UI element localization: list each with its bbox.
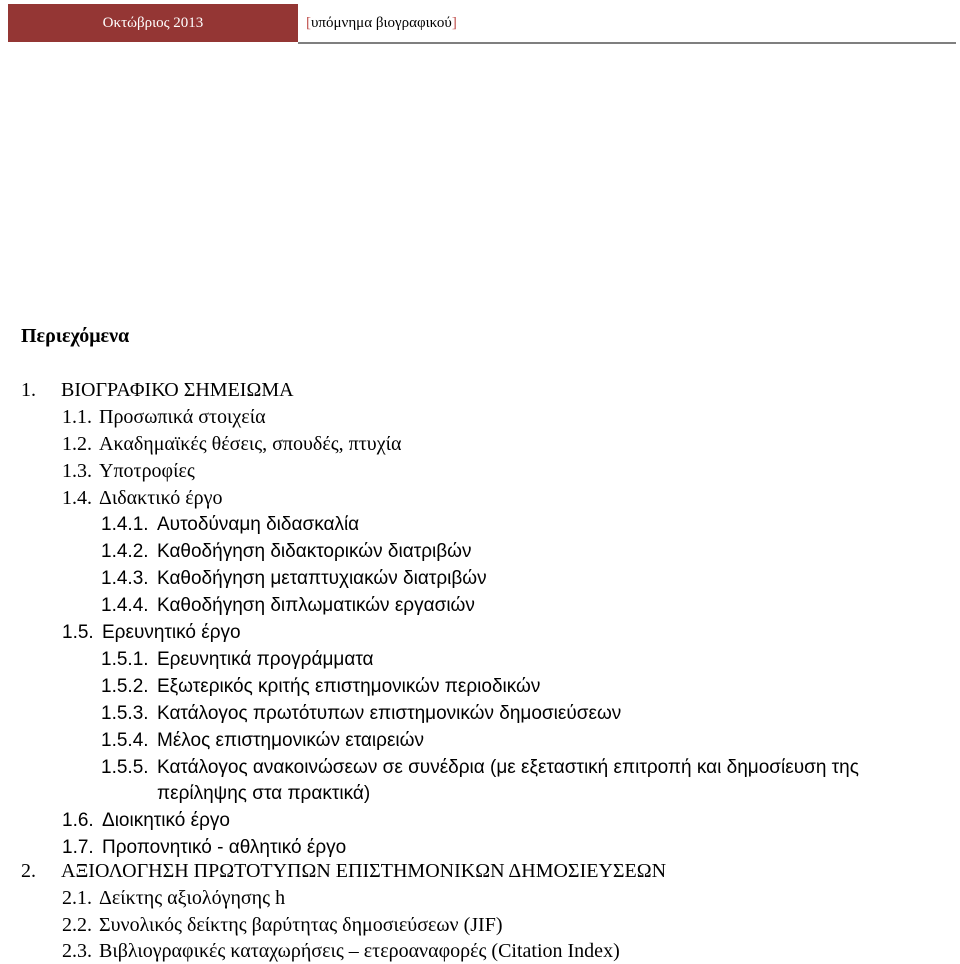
toc-item-text: περίληψης στα πρακτικά) bbox=[157, 783, 371, 804]
header-date: Οκτώβριος 2013 bbox=[8, 4, 298, 42]
header-divider bbox=[298, 42, 956, 44]
toc-item-number: 1.5.4. bbox=[101, 730, 149, 751]
toc-heading: Περιεχόμενα bbox=[21, 325, 130, 347]
toc-item[interactable] bbox=[101, 755, 859, 781]
toc-item-text: Διοικητικό έργο bbox=[102, 810, 230, 831]
toc-item-text: Δείκτης αξιολόγησης h bbox=[99, 887, 286, 909]
toc-item-text: Κατάλογος πρωτότυπων επιστημονικών δημοσιεύσεων bbox=[157, 703, 622, 724]
toc-item-text: ΑΞΙΟΛΟΓΗΣΗ ΠΡΩΤΟΤΥΠΩΝ ΕΠΙΣΤΗΜΟΝΙΚΩΝ ΔΗΜΟΣΙΕΥΣΕΩΝ bbox=[61, 860, 667, 882]
page-header bbox=[0, 0, 960, 46]
toc-item-number: 1.5.5. bbox=[101, 757, 149, 778]
toc-item[interactable] bbox=[101, 647, 374, 673]
toc-item[interactable] bbox=[101, 728, 424, 754]
toc-item-number: 2.3. bbox=[62, 940, 92, 962]
toc-item-number: 1.4.3. bbox=[101, 568, 149, 589]
toc-item[interactable] bbox=[62, 404, 266, 430]
toc-item[interactable] bbox=[21, 858, 666, 884]
toc-item-text: Βιβλιογραφικές καταχωρήσεις – ετεροαναφορές (Citation Index) bbox=[99, 940, 620, 962]
header-bracket-close: ] bbox=[451, 15, 457, 31]
toc-item-text: Ακαδημαϊκές θέσεις, σπουδές, πτυχία bbox=[99, 433, 402, 455]
toc-item-text: Ερευνητικό έργο bbox=[102, 622, 241, 643]
toc-item[interactable] bbox=[62, 620, 241, 646]
toc-item-text: Καθοδήγηση διπλωματικών εργασιών bbox=[157, 595, 475, 616]
toc-item-number: 2. bbox=[21, 860, 36, 882]
toc-item-number: 1.2. bbox=[62, 433, 92, 455]
toc-item-number: 1.4.2. bbox=[101, 541, 149, 562]
header-title bbox=[306, 4, 457, 42]
toc-item-text: Υποτροφίες bbox=[99, 460, 195, 482]
toc-item-text: Μέλος επιστημονικών εταιρειών bbox=[157, 730, 424, 751]
toc-item-text: Προσωπικά στοιχεία bbox=[99, 406, 266, 428]
toc-item-text: Προπονητικό - αθλητικό έργο bbox=[102, 837, 347, 858]
toc-item-number: 1.7. bbox=[62, 837, 94, 858]
toc-item-text: Συνολικός δείκτης βαρύτητας δημοσιεύσεων (JIF) bbox=[99, 914, 503, 936]
header-bracket-open: [ bbox=[306, 15, 311, 31]
toc-item-number: 1.4.1. bbox=[101, 514, 149, 535]
toc-item-number: 1.5.3. bbox=[101, 703, 149, 724]
toc-item[interactable] bbox=[62, 485, 223, 511]
toc-item-text: Αυτοδύναμη διδασκαλία bbox=[157, 514, 360, 535]
toc-item[interactable] bbox=[101, 674, 540, 700]
toc-item[interactable] bbox=[62, 458, 195, 484]
toc-item-text: Κατάλογος ανακοινώσεων σε συνέδρια (με εξεταστική επιτροπή και δημοσίευση της bbox=[157, 757, 859, 778]
toc-item-number: 1.5. bbox=[62, 622, 94, 643]
toc-item[interactable] bbox=[101, 701, 621, 727]
toc-item-number: 1.1. bbox=[62, 406, 92, 428]
toc-item[interactable] bbox=[101, 593, 475, 619]
toc-item-number: 1.5.1. bbox=[101, 649, 149, 670]
toc-item[interactable] bbox=[21, 377, 294, 403]
toc-item-text: Ερευνητικά προγράμματα bbox=[157, 649, 374, 670]
toc-item-text: Εξωτερικός κριτής επιστημονικών περιοδικών bbox=[157, 676, 541, 697]
toc-item-text: Καθοδήγηση διδακτορικών διατριβών bbox=[157, 541, 472, 562]
toc-item-number: 1.3. bbox=[62, 460, 92, 482]
toc-item-number: 2.2. bbox=[62, 914, 92, 936]
toc-item[interactable] bbox=[101, 539, 472, 565]
toc-item-continuation[interactable] bbox=[157, 781, 370, 807]
toc-item[interactable] bbox=[62, 938, 620, 964]
toc-item-number: 1.6. bbox=[62, 810, 94, 831]
toc-item-number: 2.1. bbox=[62, 887, 92, 909]
toc-item-text: ΒΙΟΓΡΑΦΙΚΟ ΣΗΜΕΙΩΜΑ bbox=[61, 379, 294, 401]
toc-item[interactable] bbox=[62, 912, 503, 938]
toc-item-number: 1.4. bbox=[62, 487, 92, 509]
toc-item-number: 1.5.2. bbox=[101, 676, 149, 697]
toc-item-text: Διδακτικό έργο bbox=[99, 487, 223, 509]
toc-item[interactable] bbox=[62, 808, 230, 834]
toc-item-text: Καθοδήγηση μεταπτυχιακών διατριβών bbox=[157, 568, 487, 589]
toc-item[interactable] bbox=[62, 885, 285, 911]
header-title-text: υπόμνημα βιογραφικού bbox=[311, 15, 452, 31]
toc-item-number: 1. bbox=[21, 379, 36, 401]
toc-item[interactable] bbox=[101, 566, 487, 592]
toc-item[interactable] bbox=[101, 512, 359, 538]
toc-item[interactable] bbox=[62, 431, 401, 457]
toc-item-number: 1.4.4. bbox=[101, 595, 149, 616]
